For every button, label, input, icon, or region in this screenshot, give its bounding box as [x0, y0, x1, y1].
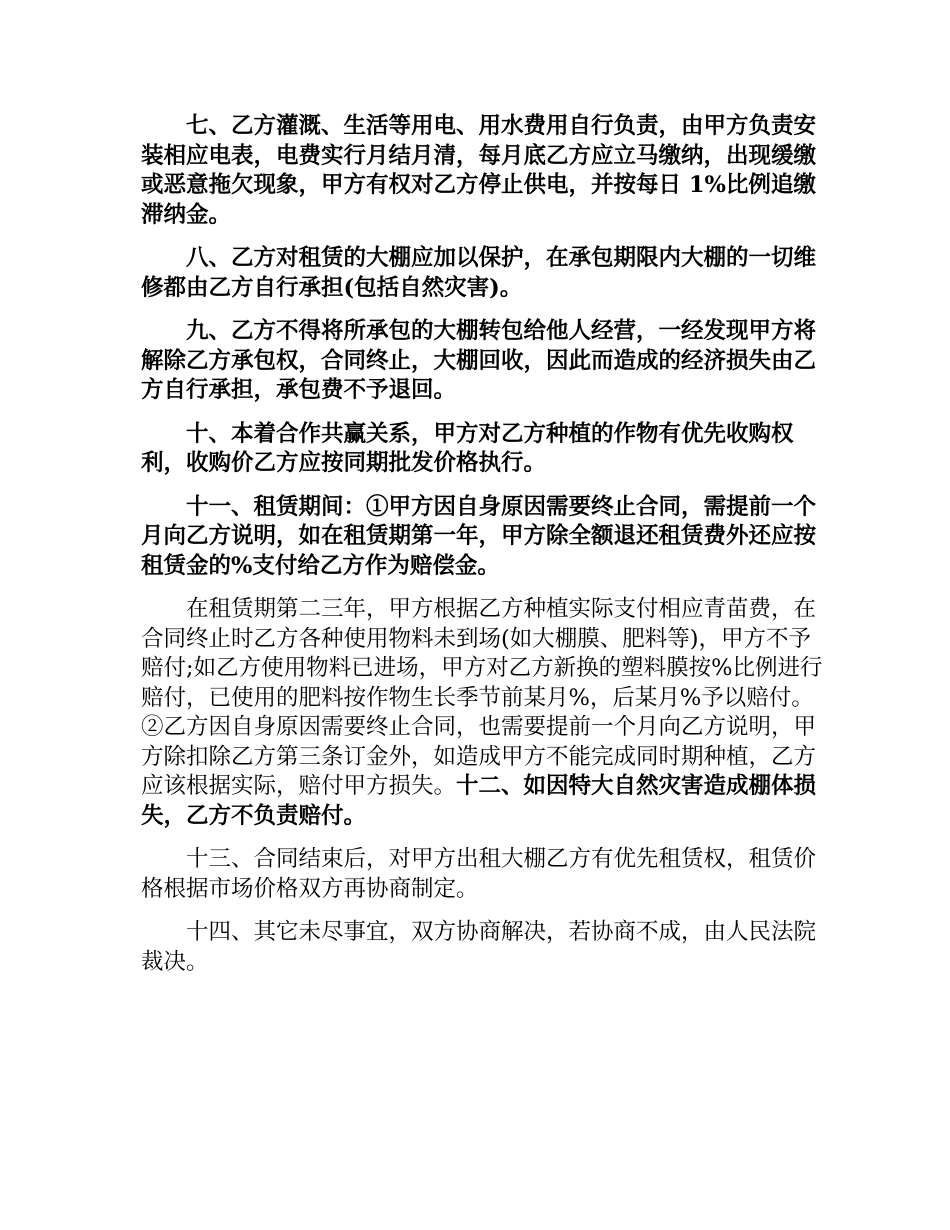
clause-8-paragraph: 八、乙方对租赁的大棚应加以保护，在承包期限内大棚的一切维修都由乙方自行承担(包括自然灾害)。: [141, 245, 817, 301]
clause-13-paragraph: 十三、合同结束后，对甲方出租大棚乙方有优先租赁权，租赁价格根据市场价格双方再协商制定。: [141, 846, 817, 902]
document-body: [141, 112, 827, 991]
clause-11-continuation-paragraph: [141, 595, 827, 831]
clause-11-paragraph: 十一、租赁期间：①甲方因自身原因需要终止合同，需提前一个月向乙方说明，如在租赁期第一年，甲方除全额退还租赁费外还应按租赁金的%支付给乙方作为赔偿金。: [141, 493, 817, 579]
clause-7-paragraph: 七、乙方灌溉、生活等用电、用水费用自行负责，由甲方负责安装相应电表，电费实行月结月清，每月底乙方应立马缴纳，出现缓缴或恶意拖欠现象，甲方有权对乙方停止供电，并按每日 1%比例追缴滞纳金。: [141, 113, 817, 228]
clause-14-paragraph: 十四、其它未尽事宜，双方协商解决，若协商不成，由人民法院裁决。: [141, 919, 817, 975]
clause-11-continuation-text: 在租赁期第二三年，甲方根据乙方种植实际支付相应青苗费，在合同终止时乙方各种使用物料未到场(如大棚膜、肥料等)，甲方不予赔付;如乙方使用物料已进场，甲方对乙方新换的塑料膜按%比例进行赔付，已使用的肥料按作物生长季节前某月%，后某月%予以赔付。②乙方因自身原因需要终止合同，也需要提前一个月向乙方说明，甲方除扣除乙方第三条订金外，如造成甲方不能完成同时期种植，乙方应该根据实际，赔付甲方损失。: [141, 596, 823, 799]
clause-10-paragraph: 十、本着合作共赢关系，甲方对乙方种植的作物有优先收购权利，收购价乙方应按同期批发价格执行。: [141, 420, 794, 476]
clause-9-paragraph: 九、乙方不得将所承包的大棚转包给他人经营，一经发现甲方将解除乙方承包权，合同终止，大棚回收，因此而造成的经济损失由乙方自行承担，承包费不予退回。: [141, 318, 817, 403]
clause-12-text: 十二、如因特大自然灾害造成棚体损失，乙方不负责赔付。: [141, 773, 817, 829]
